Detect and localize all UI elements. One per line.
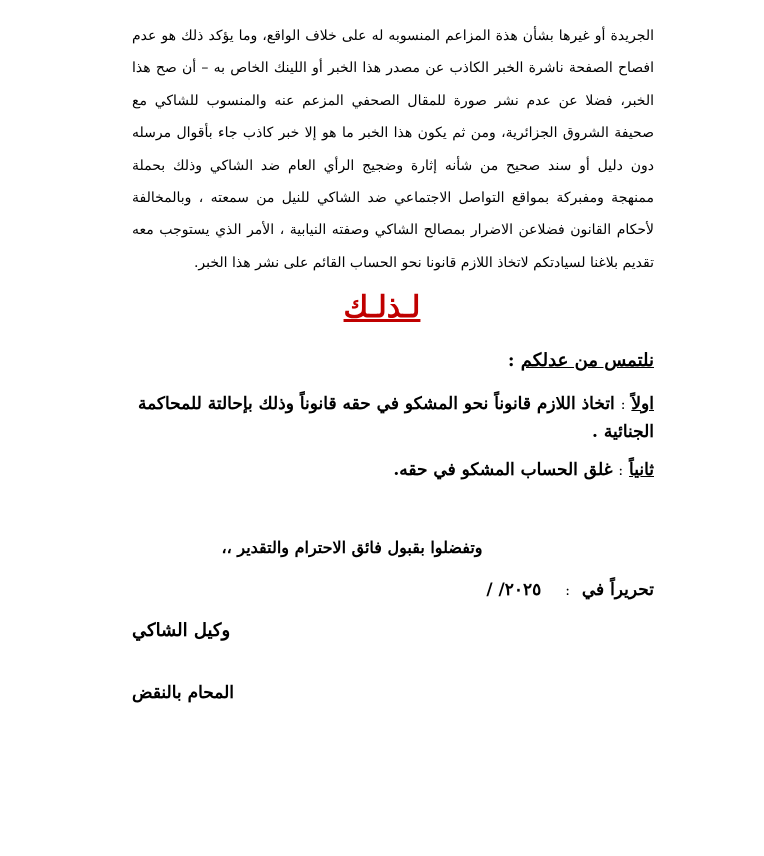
signature-title: المحام بالنقض: [132, 683, 234, 703]
clause-first: [132, 391, 654, 446]
clause-second-text: غلق الحساب المشكو في حقه.: [393, 460, 613, 480]
date-line: [486, 580, 654, 600]
date-colon: :: [565, 583, 570, 599]
request-label-colon: :: [507, 350, 515, 371]
request-label: [508, 350, 654, 371]
clause-second-colon: :: [618, 463, 624, 479]
request-label-text: نلتمس من عدلكم: [520, 350, 654, 371]
clause-first-number: اولاً: [631, 394, 654, 414]
clause-first-text: اتخاذ اللازم قانوناً نحو المشكو في حقه قانوناً وذلك بإحالتة للمحاكمة الجنائية .: [137, 394, 654, 442]
date-value: / /٢٠٢٥: [486, 580, 542, 600]
clause-first-colon: :: [620, 397, 626, 413]
closing-greeting: وتفضلوا بقبول فائق الاحترام والتقدير ،،: [221, 538, 483, 557]
clause-second-number: ثانياً: [629, 460, 654, 480]
section-heading: لـذلـك: [343, 290, 421, 325]
body-paragraph: الجريدة أو غيرها بشأن هذة المزاعم المنسوبه له على خلاف الواقع، وما يؤكد ذلك هو عدم افصاح الصفحة ناشرة الخبر الكاذب عن مصدر هذا الخبر أو اللينك الخاص به – أن صح هذا الخبر، فضلا عن عدم نشر صورة للمقال الصحفي المزعم عنه والمنسوب للشاكي مع صحيفة الشروق الجزائرية، ومن ثم يكون هذا الخبر ما هو إلا خبر كاذب جاء بأقوال مرسله دون دليل أو سند صحيح من شأنه إثارة وضجيج الرأي العام ضد الشاكي وذلك بحملة ممنهجة ومفبركة بمواقع التواصل الاجتماعي ضد الشاكي للنيل من سمعته ، وبالمخالفة لأحكام القانون فضلاعن الاضرار بمصالح الشاكي وصفته النيابية ، الأمر الذي يستوجب معه تقديم بلاغنا لسيادتكم لاتخاذ اللازم قانونا نحو الحساب القائم على نشر هذا الخبر.: [132, 28, 654, 271]
signature-role: وكيل الشاكي: [132, 620, 231, 641]
date-label: تحريراً في: [581, 580, 654, 600]
clause-second: [132, 457, 654, 485]
